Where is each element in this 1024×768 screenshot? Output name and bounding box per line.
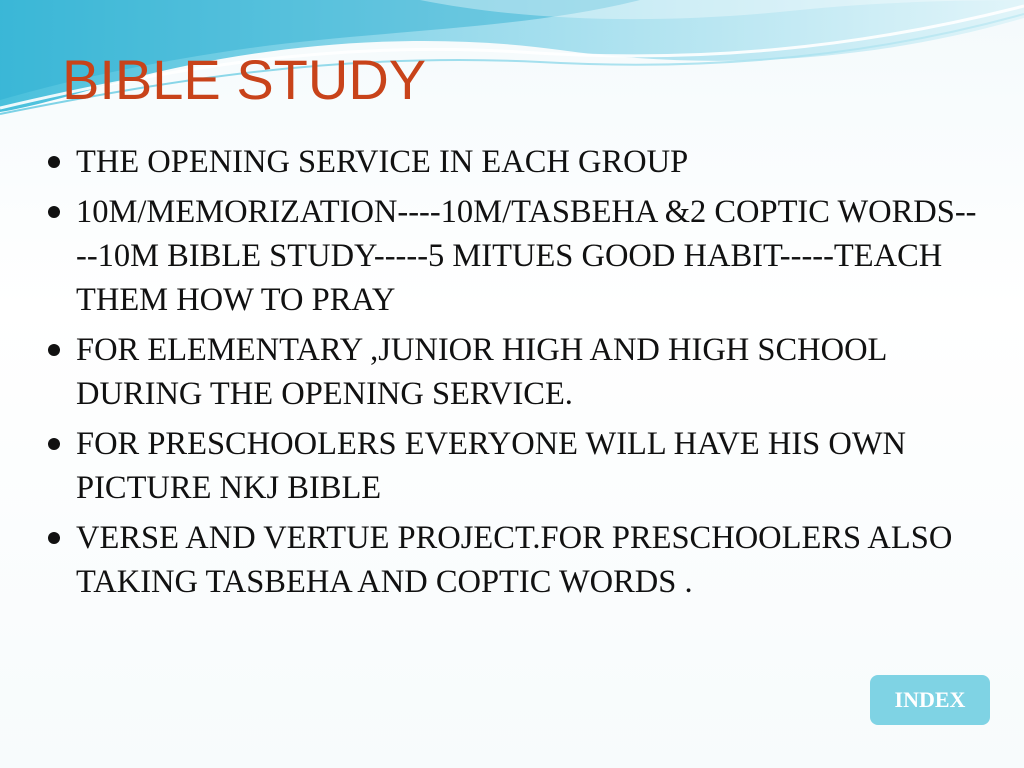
- bullet-text: FOR ELEMENTARY ,JUNIOR HIGH AND HIGH SCHOOL DURING THE OPENING SERVICE.: [76, 332, 887, 412]
- bullet-item: [46, 190, 986, 322]
- index-button[interactable]: INDEX: [870, 675, 990, 725]
- bullet-dot-icon: [48, 156, 60, 168]
- bullet-text: 10M/MEMORIZATION----10M/TASBEHA &2 COPTIC WORDS----10M BIBLE STUDY-----5 MITUES GOOD HABIT-----TEACH THEM HOW TO PRAY: [76, 194, 977, 318]
- slide-title: BIBLE STUDY: [62, 48, 427, 111]
- bullet-dot-icon: [48, 206, 60, 218]
- bullet-item: [46, 140, 986, 184]
- bullet-text: THE OPENING SERVICE IN EACH GROUP: [76, 144, 689, 180]
- bullet-dot-icon: [48, 344, 60, 356]
- bullet-text: FOR PRESCHOOLERS EVERYONE WILL HAVE HIS OWN PICTURE NKJ BIBLE: [76, 426, 906, 506]
- bullet-item: [46, 328, 986, 416]
- bullet-item: [46, 516, 986, 604]
- bullet-dot-icon: [48, 532, 60, 544]
- bullet-dot-icon: [48, 438, 60, 450]
- bullet-text: VERSE AND VERTUE PROJECT.FOR PRESCHOOLERS ALSO TAKING TASBEHA AND COPTIC WORDS .: [76, 520, 953, 600]
- bullet-list: [46, 140, 986, 610]
- bullet-item: [46, 422, 986, 510]
